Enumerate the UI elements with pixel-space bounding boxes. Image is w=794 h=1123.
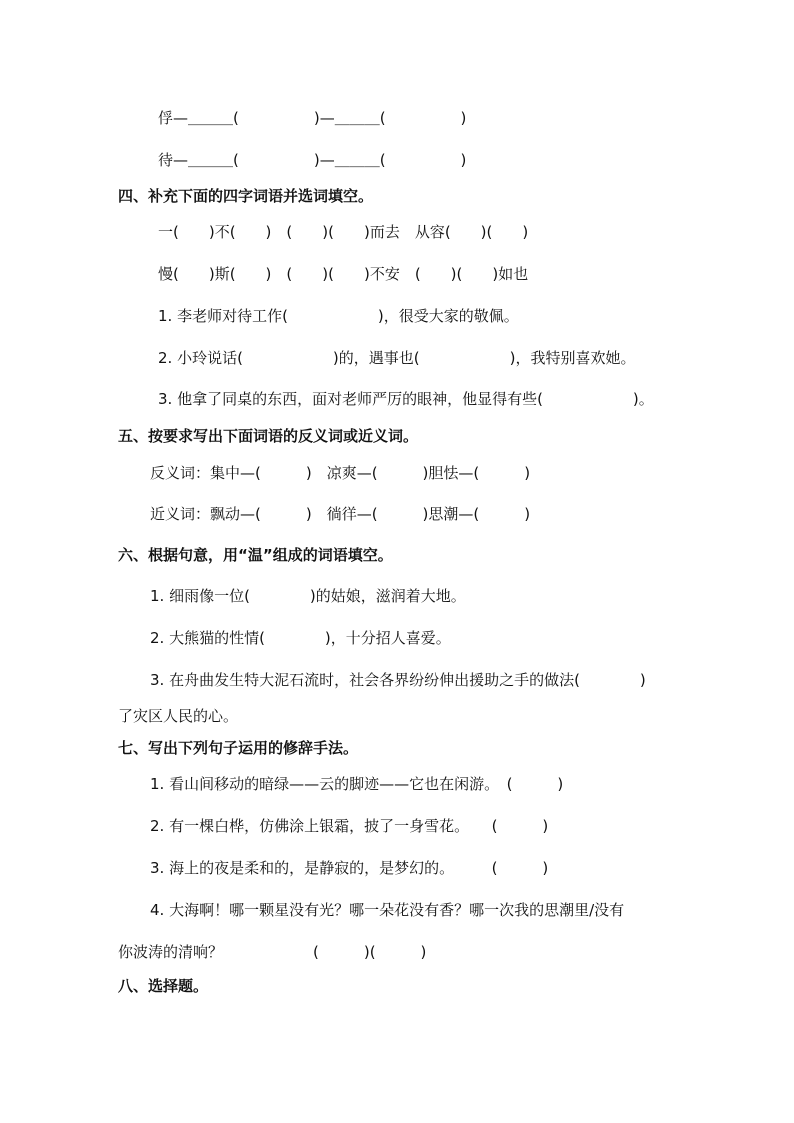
s6-item-3: 3. 在舟曲发生特大泥石流时，社会各界纷纷伸出援助之手的做法( ) — [150, 671, 646, 689]
s4-item-1: 1. 李老师对待工作( )，很受大家的敬佩。 — [158, 307, 519, 325]
s4-item-3: 3. 他拿了同桌的东西，面对老师严厉的眼神，他显得有些( )。 — [158, 390, 654, 408]
idiom-row-2: 慢( )斯( ) ( )( )不安 ( )( )如也 — [158, 265, 529, 283]
s7-item-3: 3. 海上的夜是柔和的，是静寂的，是梦幻的。 ( ) — [150, 859, 549, 877]
section-6-title: 六、根据句意，用“温”组成的词语填空。 — [118, 546, 393, 564]
s7-item-1: 1. 看山间移动的暗绿——云的脚迹——它也在闲游。 ( ) — [150, 775, 564, 793]
section-7-title: 七、写出下列句子运用的修辞手法。 — [118, 739, 359, 757]
fill-line-fu: 俘—＿＿＿( )—＿＿＿( ) — [158, 109, 467, 127]
s6-item-2: 2. 大熊猫的性情( )，十分招人喜爱。 — [150, 629, 451, 647]
s7-item-4: 4. 大海啊！哪一颗星没有光？哪一朵花没有香？哪一次我的思潮里/没有 — [150, 901, 625, 919]
synonym-row: 近义词：飘动—( ) 徜徉—( )思潮—( ) — [150, 505, 531, 523]
s7-item-2: 2. 有一棵白桦，仿佛涂上银霜，披了一身雪花。 ( ) — [150, 817, 549, 835]
section-4-title: 四、补充下面的四字词语并选词填空。 — [118, 187, 374, 205]
fill-line-dai: 待—＿＿＿( )—＿＿＿( ) — [158, 151, 467, 169]
s6-item-1: 1. 细雨像一位( )的姑娘，滋润着大地。 — [150, 587, 466, 605]
section-5-title: 五、按要求写出下面词语的反义词或近义词。 — [118, 427, 419, 445]
antonym-row: 反义词：集中—( ) 凉爽—( )胆怯—( ) — [150, 464, 531, 482]
s6-item-3-cont: 了灾区人民的心。 — [118, 707, 239, 725]
idiom-row-1: 一( )不( ) ( )( )而去 从容( )( ) — [158, 223, 529, 241]
s7-item-4-cont: 你波涛的清响？ ( )( ) — [118, 943, 427, 961]
section-8-title: 八、选择题。 — [118, 977, 209, 995]
s4-item-2: 2. 小玲说话( )的，遇事也( )，我特别喜欢她。 — [158, 349, 636, 367]
